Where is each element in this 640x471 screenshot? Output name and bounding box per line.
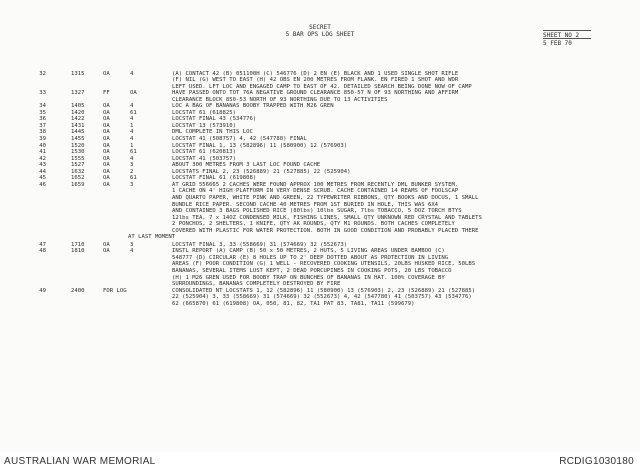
message-from: OA xyxy=(103,136,110,142)
serial-number: 44 xyxy=(39,168,46,175)
message-to: 3 xyxy=(130,162,134,169)
date-underline xyxy=(543,38,591,39)
log-text-line: LOCSTAT FINAL 1, 13 (582896) 11 (580900) 12 (576903) xyxy=(172,142,348,149)
message-to: 4 xyxy=(130,248,134,255)
log-text-line: LOCSTATS FINAL 2, 23 (526889) 21 (527885) 22 (525904) xyxy=(172,168,351,175)
message-to: 61 xyxy=(130,149,137,156)
log-text-line: 2 PONCHOS, 2 SHELTERS, 1 KNIFE, QTY AK ROUNDS, QTY M1 ROUNDS. BOTH CACHES COMPLETELY xyxy=(172,221,455,228)
message-to: 3 xyxy=(130,241,134,248)
archive-name: AUSTRALIAN WAR MEMORIAL xyxy=(4,456,156,467)
archive-reference: RCDIG1030180 xyxy=(559,456,634,467)
serial-number: 37 xyxy=(39,122,46,129)
time-of-entry: 1659 xyxy=(71,181,85,188)
log-text-line: BUNDLE RICE PAPER. SECOND CACHE 40 METRES FROM 1ST BURIED IN HOLE, THIS WAS 6X4 xyxy=(172,201,439,208)
message-from: OA xyxy=(103,168,110,175)
serial-number: 34 xyxy=(39,103,46,110)
log-text-line: AND QUARTO PAPER, WHITE PINK AND GREEN, 22 TYPEWRITER RIBBONS, QTY BOOKS AND DOCUS, 1 SMALL xyxy=(172,194,479,201)
log-text-line: BANANAS, SEVERAL ITEMS LUST KEPT, 2 DEAD PORCUPINES IN COOKING POTS, 20 LBS TOBACCO xyxy=(172,268,452,274)
time-of-entry: 2400 xyxy=(71,287,85,294)
message-to: 2 xyxy=(130,168,134,175)
time-of-entry: 1315 xyxy=(71,70,85,77)
serial-number: 42 xyxy=(39,155,46,162)
serial-number: 45 xyxy=(39,175,46,182)
message-from: OA xyxy=(103,181,110,188)
time-of-entry: 1327 xyxy=(71,90,85,97)
log-text-line: 12lbs TEA, 7 x 14OZ CONDENSED MILK, FISHING LINES, SMALL QTY UNKNOWN RED CRYSTAL AND TABLETS xyxy=(172,214,482,221)
log-text-line: 1 CACHE ON 4' HIGH PLATFORM IN VERY DENSE SCRUB. CACHE CONTAINED 14 REAMS OF FOOLSCAP xyxy=(172,188,459,195)
log-text-line: LOCSTAT FINAL 43 (534776) xyxy=(172,116,257,123)
message-from: OA xyxy=(103,122,110,129)
log-text-line: LOCSTAT 61 (618825) xyxy=(172,109,236,116)
message-from: OA xyxy=(103,116,110,123)
log-text-line: COVERED WITH PLASTIC FOR WATER PROTECTION. BOTH IN GOOD CONDITION AND PROBABLY PLACED THERE xyxy=(172,227,479,234)
log-text-line: LOCSTAT 61 (620813) xyxy=(172,149,236,156)
log-text-line: LOCSTAT FINAL 3, 33 (558669) 31 (574669) 32 (552673) xyxy=(172,241,348,248)
message-from: OA xyxy=(103,109,110,116)
message-from: OA xyxy=(103,155,110,162)
time-of-entry: 1405 xyxy=(71,103,85,110)
message-from: OA xyxy=(103,142,110,149)
time-of-entry: 1710 xyxy=(71,241,85,248)
serial-number: 43 xyxy=(39,162,46,169)
message-from: OA xyxy=(103,162,110,169)
document-title: 5 BAR OPS LOG SHEET xyxy=(285,31,355,38)
log-text-line: 62 (665870) 61 (619808) OA, 050, 81, 82, TA1 PAT 83, TA81, TA11 (599679) xyxy=(172,300,415,307)
time-of-entry: 1530 xyxy=(71,149,85,156)
serial-number: 49 xyxy=(39,287,46,294)
message-to: OA xyxy=(130,90,137,97)
log-text-line: HAVE PASSED ONTO TOT 76A NEGATIVE GROUND CLEARANCE 850-57 N OF 93 NORTHING AND AFFIRM xyxy=(172,90,459,97)
time-of-entry: 1810 xyxy=(71,248,85,255)
log-text-line: LOCSTAT 41 (508757) 4, 42 (547780) FINAL xyxy=(172,136,307,142)
classification-heading: SECRET xyxy=(309,24,331,31)
message-to: 4 xyxy=(130,129,134,136)
time-of-entry: 1520 xyxy=(71,142,85,149)
sheet-date: 5 FEB 70 xyxy=(543,40,572,47)
time-of-entry: 1422 xyxy=(71,116,85,123)
time-of-entry: 1527 xyxy=(71,162,85,169)
log-text-line: LOCSTAT 41 (503757) xyxy=(172,155,236,162)
log-text-line: (A) CONTACT 42 (B) 051100H (C) 546776 (D) 2 EN (E) BLACK AND 1 USED SINGLE SHOT RIFLE xyxy=(172,70,459,77)
message-from: OA xyxy=(103,175,110,182)
log-text-line: 548777 (D) CIRCULAR (E) 8 HOLES UP TO 2' DEEP DOTTED ABOUT AS PROTECTION IN LIVING xyxy=(172,254,449,261)
time-of-entry: 1632 xyxy=(71,168,85,175)
serial-number: 38 xyxy=(39,129,46,136)
log-text-line: CLEARANCE BLOCK 850-53 NORTH OF 93 NORTHING DUE TO 13 ACTIVITIES xyxy=(172,96,388,103)
time-of-entry: 1555 xyxy=(71,155,85,162)
message-from: OA xyxy=(103,241,110,248)
log-text-line: LEFT USED. LFT LOC AND ENGAGED CAMP TO EAST OF 42. DETAILED SEARCH BEING DONE NOW OF CAMP xyxy=(172,83,472,90)
message-to: 4 xyxy=(130,116,134,123)
log-text-line: 22 (525904) 3, 33 (558669) 31 (574669) 32 (552673) 4, 42 (547780) 41 (503757) 43 (534776) xyxy=(172,294,472,301)
log-text-line: LOCSTAT FINAL 61 (619808) xyxy=(172,175,257,182)
time-of-entry: 1431 xyxy=(71,122,85,129)
message-to: 61 xyxy=(130,175,137,182)
message-to: 4 xyxy=(130,155,134,162)
log-text-line: LOCSTAT 13 (573910) xyxy=(172,122,236,129)
log-text-line: ABOUT 300 METRES FROM 3 LAST LOC FOUND CACHE xyxy=(172,162,321,169)
time-of-entry: 1420 xyxy=(71,109,85,116)
sheet-no-underline xyxy=(543,30,591,31)
serial-number: 48 xyxy=(39,248,46,255)
serial-number: 32 xyxy=(39,70,46,77)
message-to: 4 xyxy=(130,136,134,142)
message-from: OA xyxy=(103,129,110,136)
serial-number: 36 xyxy=(39,116,46,123)
log-text-line: AT GRID 556665 2 CACHES WERE FOUND APPROX 100 METRES FROM RECENTLY DML BUNKER SYSTEM. xyxy=(172,181,459,188)
sheet-number: SHEET NO 2 xyxy=(543,32,580,39)
message-from: FF xyxy=(103,90,110,97)
message-from: OA xyxy=(103,149,110,156)
message-to: 61 xyxy=(130,109,137,116)
message-from: OA xyxy=(103,103,110,110)
message-from: FOR LOG xyxy=(103,287,127,294)
message-from: OA xyxy=(103,70,110,77)
serial-number: 41 xyxy=(39,149,46,156)
time-of-entry: 1652 xyxy=(71,175,85,182)
log-text-line: (F) NIL (G) WEST TO EAST (H) 42 OBS EN 200 METRES FROM FLANK. EN FIRED 1 SHOT AND WDR xyxy=(172,77,459,84)
serial-number: 46 xyxy=(39,181,46,188)
log-text-line: LOC A BAG OF BANANAS BOOBY TRAPPED WITH M26 GREN xyxy=(172,103,334,110)
message-to: 4 xyxy=(130,103,134,110)
message-to: 3 xyxy=(130,181,134,188)
serial-number: 47 xyxy=(39,241,46,248)
time-of-entry: 1445 xyxy=(71,129,85,136)
serial-number: 35 xyxy=(39,109,46,116)
log-text-line: CONSOLIDATED NT LOCSTATS 1, 12 (582896) 11 (580900) 13 (576903) 2, 23 (526889) 21 (527885) xyxy=(172,287,476,294)
log-text-line: DML COMPLETE IN THIS LOC xyxy=(172,129,253,136)
archive-footer xyxy=(0,452,640,471)
message-from: OA xyxy=(103,248,110,255)
log-text-line: AND CONTAINED 3 BAGS POLISHED RICE (80lbs) 10lbs SUGAR, 7lbs TOBACCO, 5 DOZ TORCH BTYS xyxy=(172,208,462,215)
serial-number: 39 xyxy=(39,136,46,142)
message-to: 1 xyxy=(130,122,134,129)
log-text-line: SURROUNDINGS, BANANAS COMPLETELY DESTROYED BY FIRE xyxy=(172,281,341,288)
log-text-line: INSTL REPORT (A) CAMP (B) 50 x 50 METRES, 2 HUTS, 5 LIVING AREAS UNDER BAMBOO (C) xyxy=(172,248,445,255)
message-to: 4 xyxy=(130,70,134,77)
serial-number: 33 xyxy=(39,90,46,97)
continuation-note: AT LAST MOMENT xyxy=(128,234,176,241)
serial-number: 40 xyxy=(39,142,46,149)
log-text-line: (H) 1 M26 GREN USED FOR BOOBY TRAP ON BUNCHES OF BANANAS IN HAT. 100% COVERAGE BY xyxy=(172,274,445,281)
log-text-line: AREAS (F) POOR CONDITION (G) 1 WELL - RECOVERED COOKING UTENSILS, 20LBS HUSKED RICE, 50LBS xyxy=(172,261,476,268)
message-to: 1 xyxy=(130,142,134,149)
time-of-entry: 1455 xyxy=(71,136,85,142)
